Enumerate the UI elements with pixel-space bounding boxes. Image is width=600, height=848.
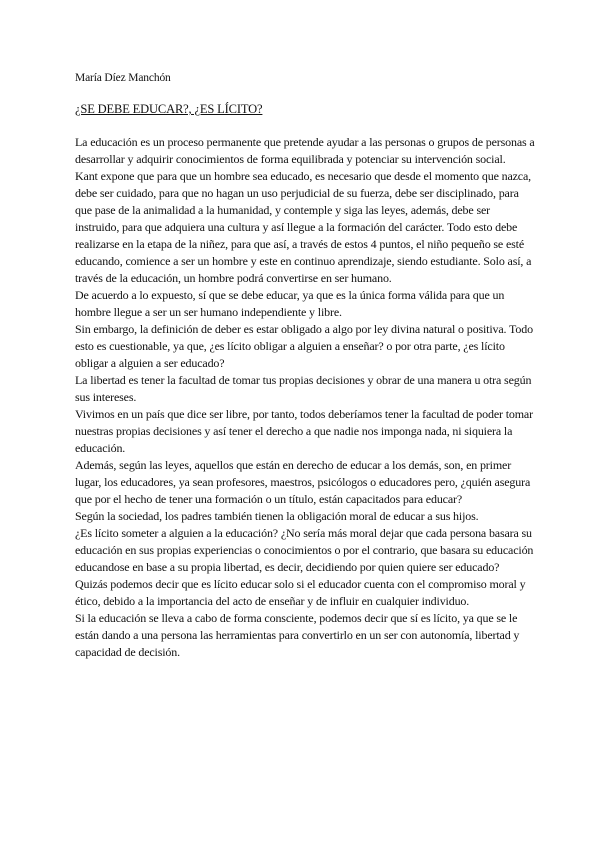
document-title: ¿SE DEBE EDUCAR?, ¿ES LÍCITO? (75, 102, 263, 116)
paragraph-10: Quizás podemos decir que es lícito educar solo si el educador cuenta con el compromiso moral y ético, debido a la importancia del acto de enseñar y de influir en cualquier individuo. (75, 577, 526, 608)
document-content (75, 70, 535, 661)
paragraph-4: Sin embargo, la definición de deber es estar obligado a algo por ley divina natural o positiva. Todo esto es cuestionable, ya que, ¿es lícito obligar a alguien a enseñar? o por otra parte, ¿es lícito obligar a alguien a ser educado? (75, 322, 533, 370)
paragraph-8: Según la sociedad, los padres también tienen la obligación moral de educar a sus hijos. (75, 509, 479, 523)
paragraph-3: De acuerdo a lo expuesto, sí que se debe educar, ya que es la única forma válida para que un hombre llegue a ser un ser humano independiente y libre. (75, 288, 505, 319)
paragraph-9: ¿Es lícito someter a alguien a la educación? ¿No sería más moral dejar que cada persona basara su educación en sus propias experiencias o conocimientos o por el contrario, que basara su educación educandose en base a su propia libertad, es decir, decidiendo por quien quiere ser educado? (75, 526, 534, 574)
paragraph-7: Además, según las leyes, aquellos que están en derecho de educar a los demás, son, en primer lugar, los educadores, ya sean profesores, maestros, psicólogos o educadores pero, ¿quién asegura que por el hecho de tener una formación o un título, están capacitados para educar? (75, 458, 531, 506)
author-name: María Díez Manchón (75, 72, 171, 84)
paragraph-11: Si la educación se lleva a cabo de forma consciente, podemos decir que sí es lícito, ya que se le están dando a una persona las herramientas para convertirlo en un ser con autonomía, libertad y capacidad de decisión. (75, 611, 520, 659)
paragraph-5: La libertad es tener la facultad de tomar tus propias decisiones y obrar de una manera u otra según sus intereses. (75, 373, 532, 404)
paragraph-2: Kant expone que para que un hombre sea educado, es necesario que desde el momento que nazca, debe ser cuidado, para que no hagan un uso perjudicial de su fuerza, debe ser disciplinado, para que pase de la animalidad a la humanidad, y contemple y siga las leyes, además, debe ser instruido, para que adquiera una cultura y así llegue a la formación del carácter. Todo esto debe realizarse en la etapa de la niñez, para que así, a través de estos 4 puntos, el niño pequeño se esté educando, comience a ser un hombre y este en continuo aprendizaje, siendo estudiante. Solo así, a través de la educación, un hombre podrá convertirse en ser humano. (75, 169, 532, 285)
paragraph-6: Vivimos en un país que dice ser libre, por tanto, todos deberíamos tener la facultad de poder tomar nuestras propias decisiones y así tener el derecho a que nadie nos imponga nada, ni siquiera la educación. (75, 407, 533, 455)
paragraph-1: La educación es un proceso permanente que pretende ayudar a las personas o grupos de personas a desarrollar y adquirir conocimientos de forma equilibrada y potenciar su intervención social. (75, 135, 535, 166)
